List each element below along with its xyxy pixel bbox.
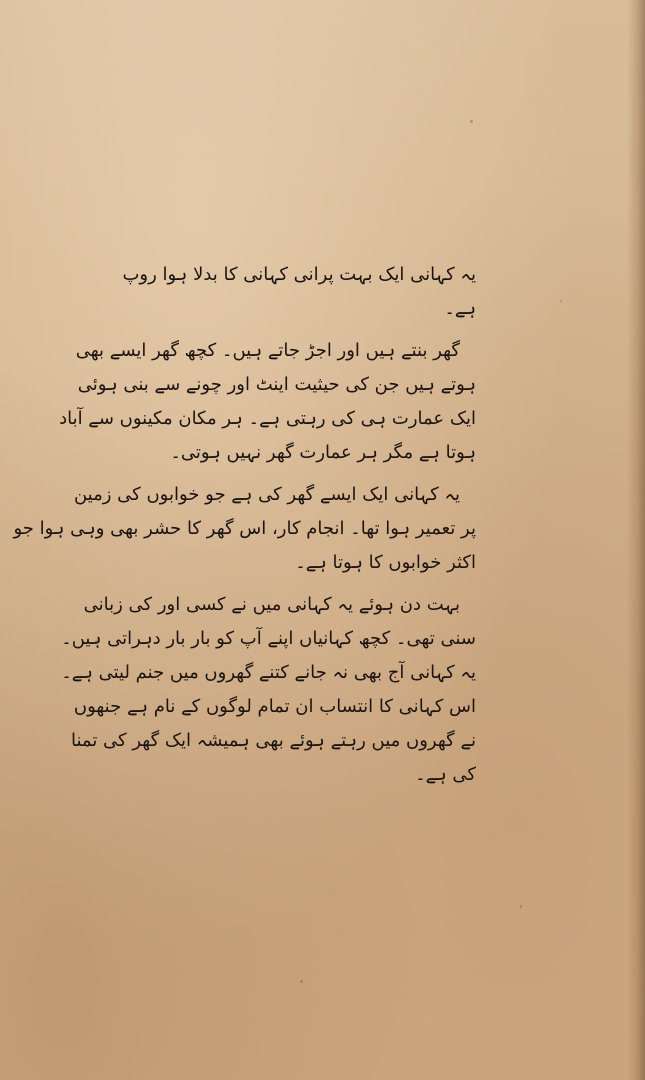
paper-speck bbox=[470, 120, 473, 123]
paragraph-3 bbox=[13, 478, 476, 580]
text-line: اس کہانی کا انتساب ان تمام لوگوں کے نام ہے جنھوں bbox=[73, 696, 476, 717]
text-line: یہ کہانی ایک بہت پرانی کہانی کا بدلا ہوا روپ bbox=[122, 264, 476, 285]
page-edge-shadow bbox=[627, 0, 645, 1080]
urdu-text-block bbox=[13, 258, 476, 800]
paragraph-4 bbox=[61, 588, 476, 792]
text-line: گھر بنتے ہیں اور اجڑ جاتے ہیں۔ کچھ گھر ایسے بھی bbox=[75, 340, 460, 361]
paragraph-2 bbox=[59, 334, 476, 470]
paper-speck bbox=[300, 980, 303, 983]
text-line: پر تعمیر ہوا تھا۔ انجام کار، اس گھر کا حشر بھی وہی ہوا جو bbox=[13, 518, 476, 539]
paragraph-1 bbox=[122, 258, 476, 326]
paper-speck bbox=[560, 300, 562, 302]
text-line: اکثر خوابوں کا ہوتا ہے۔ bbox=[295, 552, 476, 573]
text-line: بہت دن ہوئے یہ کہانی میں نے کسی اور کی زبانی bbox=[83, 594, 460, 615]
text-line: ایک عمارت ہی کی رہتی ہے۔ ہر مکان مکینوں سے آباد bbox=[59, 408, 476, 429]
text-line: ہوتے ہیں جن کی حیثیت اینٹ اور چونے سے بنی ہوئی bbox=[77, 374, 476, 395]
text-line: یہ کہانی ایک ایسے گھر کی ہے جو خوابوں کی زمین bbox=[73, 484, 460, 505]
text-line: کی ہے۔ bbox=[415, 764, 476, 785]
text-line: ہوتا ہے مگر ہر عمارت گھر نہیں ہوتی۔ bbox=[170, 442, 476, 463]
paper-speck bbox=[520, 905, 522, 908]
text-line: ہے۔ bbox=[444, 298, 476, 319]
text-line: سنی تھی۔ کچھ کہانیاں اپنے آپ کو بار بار دہراتی ہیں۔ bbox=[61, 628, 476, 649]
text-line: یہ کہانی آج بھی نہ جانے کتنے گھروں میں جنم لیتی ہے۔ bbox=[61, 662, 476, 683]
text-line: نے گھروں میں رہتے ہوئے بھی ہمیشہ ایک گھر کی تمنا bbox=[71, 730, 476, 751]
